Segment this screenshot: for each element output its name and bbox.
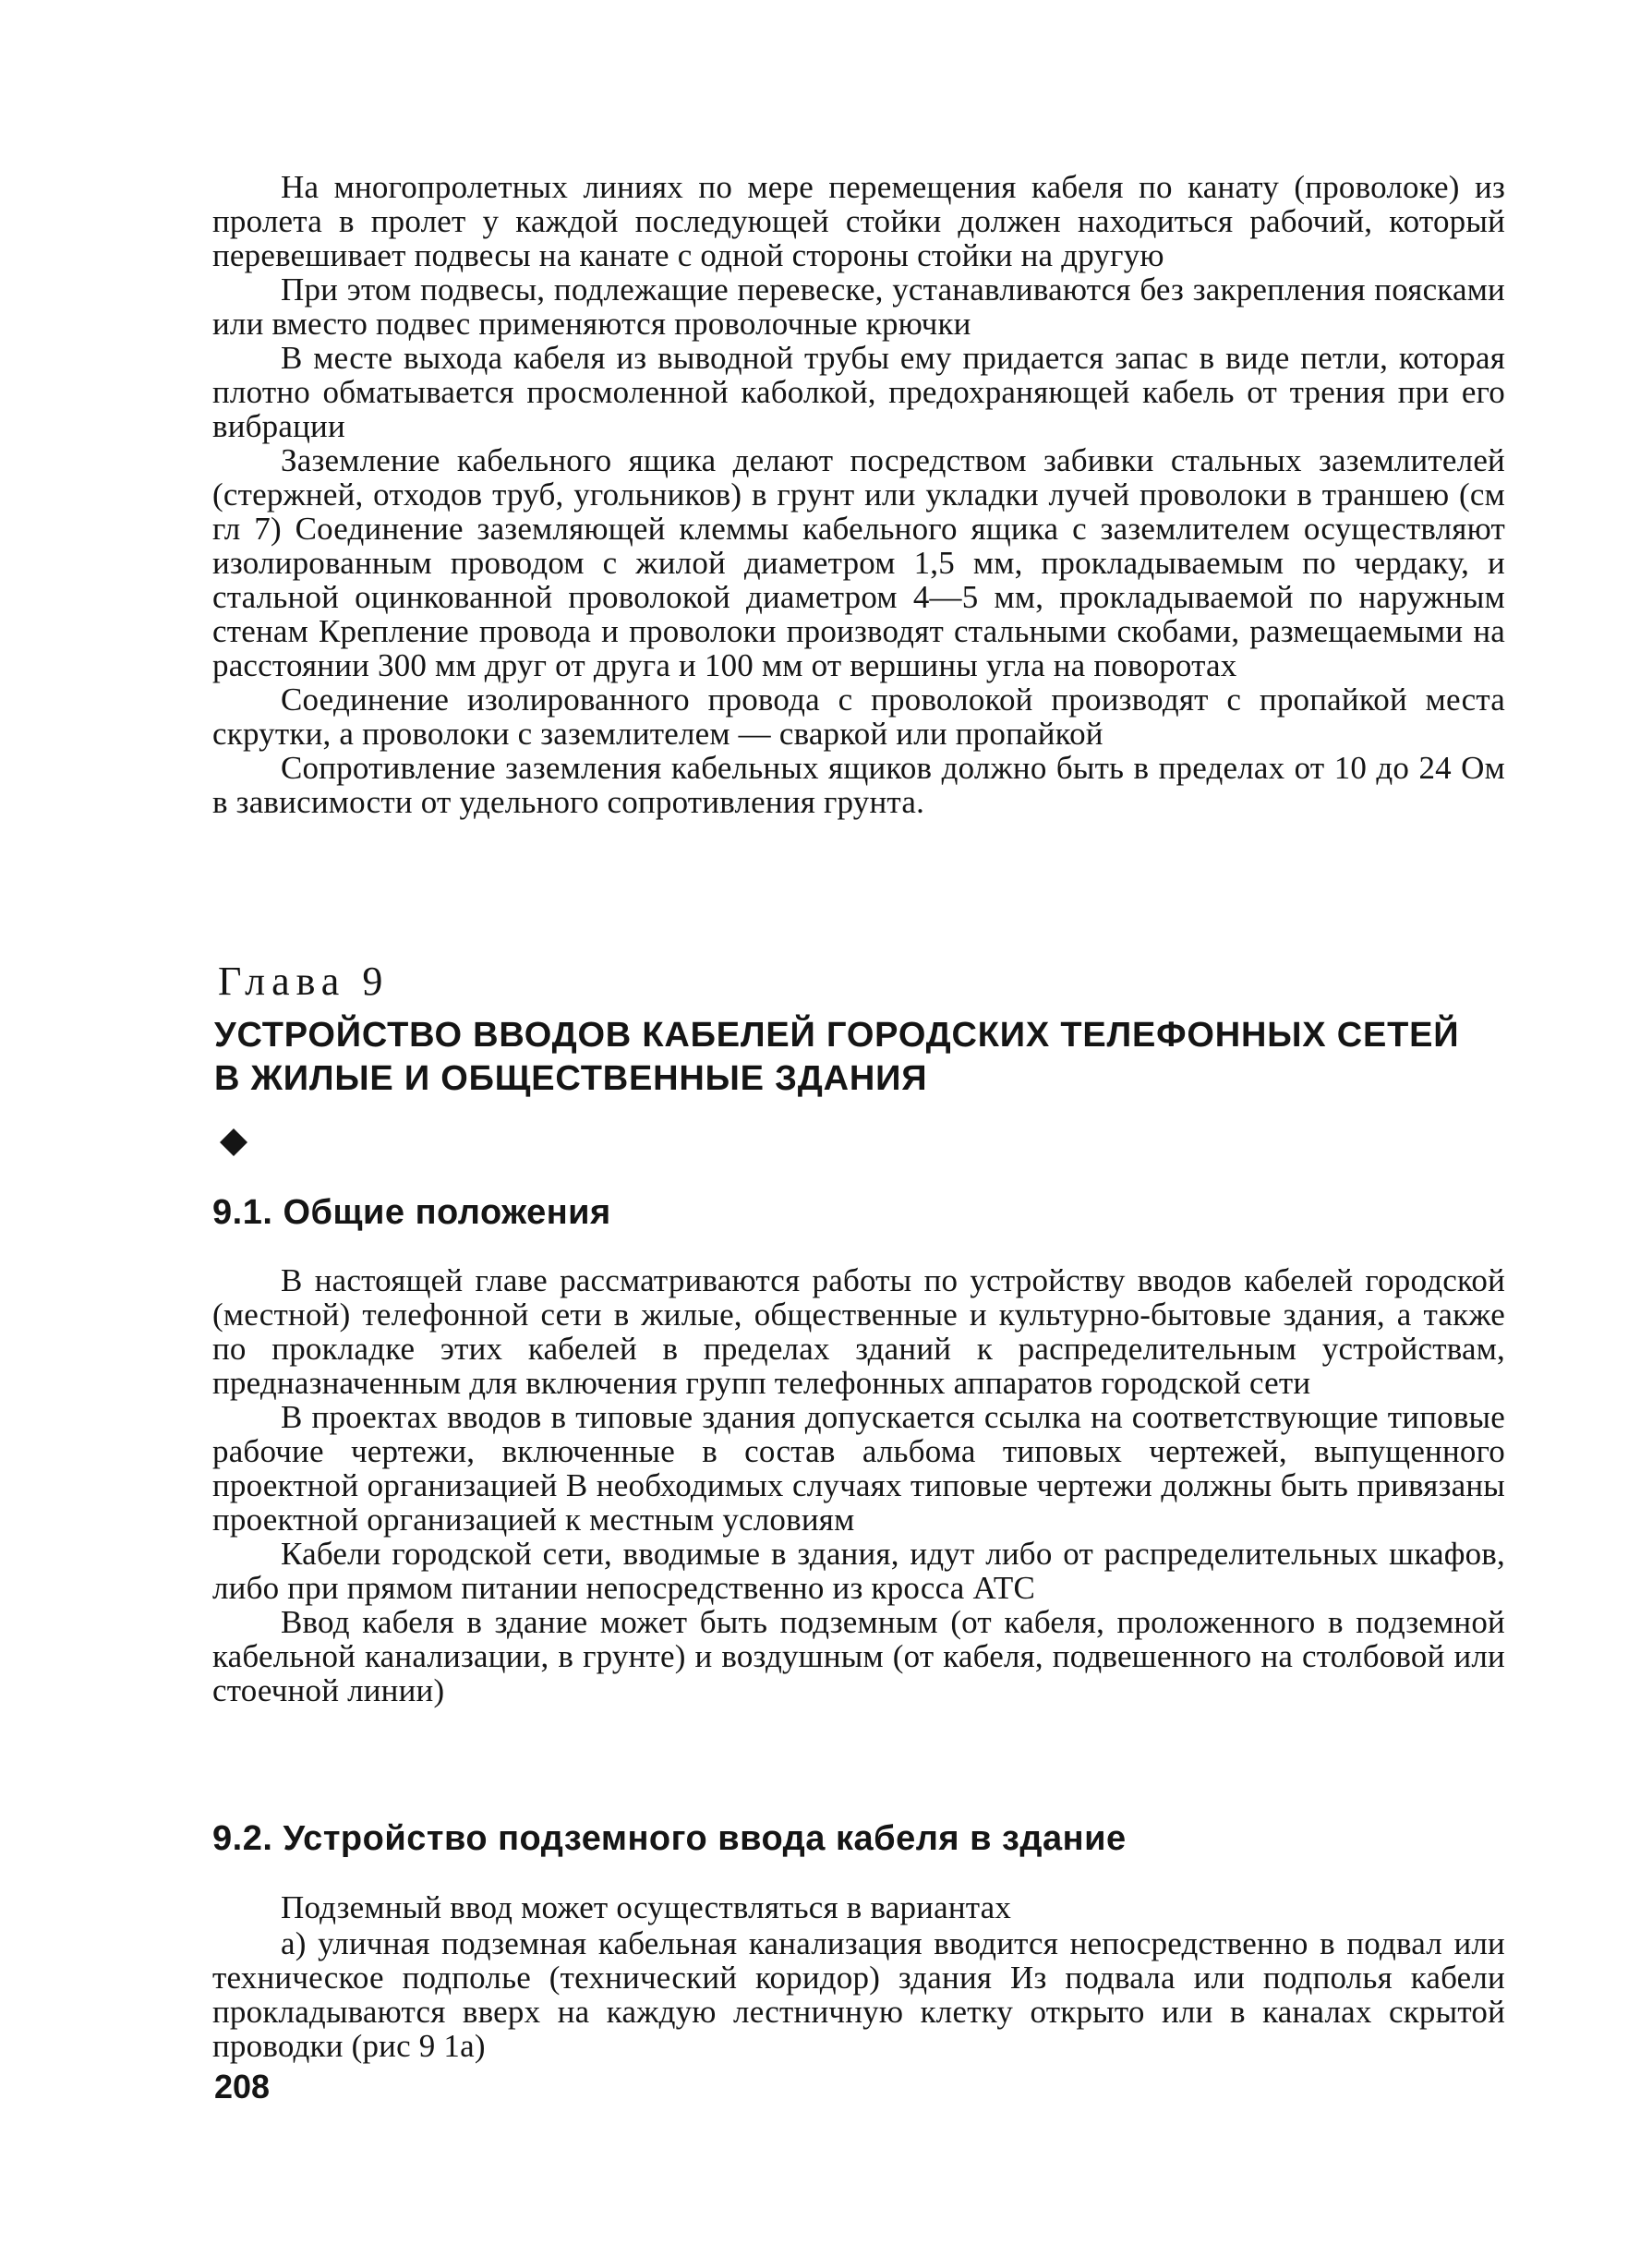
paragraph: На многопролетных линиях по мере перемещения кабеля по канату (проволоке) из пролета в пролет у каждой последующей стойки должен находиться рабочий, который перевешивает подвесы на канате с одной стороны стойки на другую [212,169,1505,273]
paragraph: а) уличная подземная кабельная канализация вводится непосредственно в подвал или техническое подполье (технический коридор) здания Из подвала или подполья кабели прокладываются вверх на каждую лестничную клетку открыто или в каналах скрытой проводки (рис 9 1а) [212,1925,1505,2064]
paragraph: В месте выхода кабеля из выводной трубы ему придается запас в виде петли, которая плотно обматывается просмоленной каболкой, предохраняющей кабель от трения при его вибрации [212,340,1505,444]
chapter-label: Глава 9 [218,959,390,1004]
paragraph: Заземление кабельного ящика делают посредством забивки стальных заземлителей (стержней, отходов труб, угольников) в грунт или укладки лучей проволоки в траншею (см гл 7) Соединение заземляющей клеммы кабельного ящика с заземлителем осуществляют изолированным проводом с жилой диаметром 1,5 мм, прокладываемым по чердаку, и стальной оцинкованной проволокой диаметром 4—5 мм, прокладываемой по наружным стенам Крепление провода и проволоки производят стальными скобами, размещаемыми на расстоянии 300 мм друг от друга и 100 мм от вершины угла на поворотах [212,442,1505,683]
section-heading-9-1: 9.1. Общие положения [212,1193,611,1232]
chapter-title-line-2: В ЖИЛЫЕ И ОБЩЕСТВЕННЫЕ ЗДАНИЯ [214,1059,928,1098]
paragraph: Соединение изолированного провода с проволокой производят с пропайкой места скрутки, а проволоки с заземлителем — сваркой или пропайкой [212,682,1505,752]
section-9-2-text [212,1890,1505,2063]
paragraph: Подземный ввод может осуществляться в вариантах [281,1889,1012,1925]
chapter-title-line-1: УСТРОЙСТВО ВВОДОВ КАБЕЛЕЙ ГОРОДСКИХ ТЕЛЕФОННЫХ СЕТЕЙ [214,1016,1460,1055]
paragraph: Ввод кабеля в здание может быть подземным (от кабеля, проложенного в подземной кабельной канализации, в грунте) и воздушным (от кабеля, подвешенного на столбовой или стоечной линии) [212,1604,1505,1708]
intro-text [212,170,1505,819]
diamond-icon [220,1128,247,1156]
paragraph: Кабели городской сети, вводимые в здания, идут либо от распределительных шкафов, либо при прямом питании непосредственно из кросса АТС [212,1536,1505,1606]
paragraph: При этом подвесы, подлежащие перевеске, устанавливаются без закрепления поясками или вместо подвес применяются проволочные крючки [212,271,1505,342]
paragraph: В настоящей главе рассматриваются работы по устройству вводов кабелей городской (местной) телефонной сети в жилые, общественные и культурно-бытовые здания, а также по прокладке этих кабелей в пределах зданий к распределительным устройствам, предназначенным для включения групп телефонных аппаратов городской сети [212,1262,1505,1401]
paragraph: В проектах вводов в типовые здания допускается ссылка на соответствующие типовые рабочие чертежи, включенные в состав альбома типовых чертежей, выпущенного проектной организацией В необходимых случаях типовые чертежи должны быть привязаны проектной организацией к местным условиям [212,1399,1505,1538]
chapter-title [214,1014,1525,1101]
paragraph: Сопротивление заземления кабельных ящиков должно быть в пределах от 10 до 24 Ом в зависимости от удельного сопротивления грунта. [212,750,1505,820]
section-9-1-text [212,1263,1505,1707]
page-number: 208 [214,2068,271,2105]
section-heading-9-2: 9.2. Устройство подземного ввода кабеля в здание [212,1819,1127,1858]
